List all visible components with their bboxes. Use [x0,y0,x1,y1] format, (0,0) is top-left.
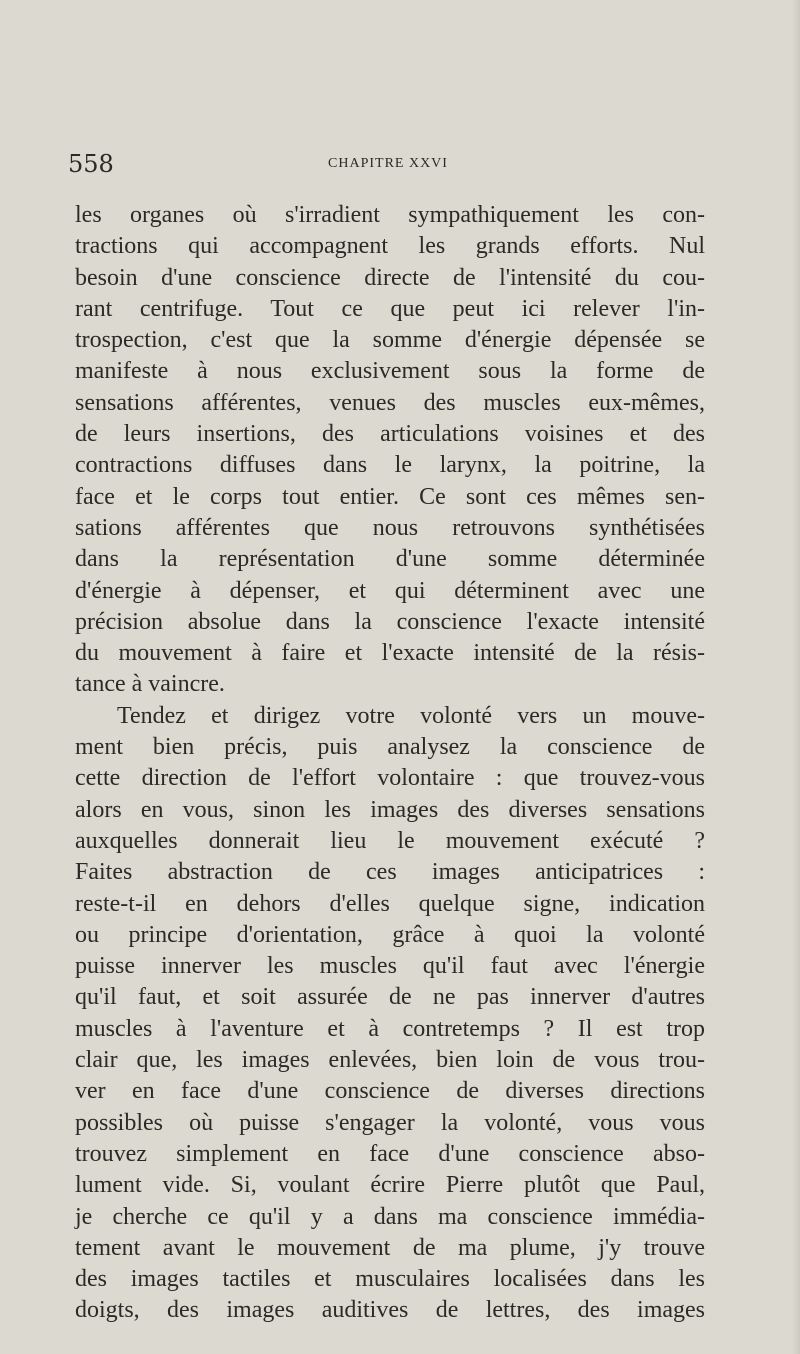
text-line: du mouvement à faire et l'exacte intensité de la résis- [75,640,705,667]
text-line: possibles où puisse s'engager la volonté, vous vous [75,1109,705,1136]
text-line: dans la représentation d'une somme déterminée [75,546,705,573]
text-line: qu'il faut, et soit assurée de ne pas innerver d'autres [75,984,705,1011]
text-line: face et le corps tout entier. Ce sont ces mêmes sen- [75,483,705,510]
text-line: les organes où s'irradient sympathiquement les con- [75,202,705,228]
text-line: clair que, les images enlevées, bien loin de vous trou- [75,1047,705,1074]
text-line: tement avant le mouvement de ma plume, j'y trouve [75,1234,705,1261]
text-line: ver en face d'une conscience de diverses directions [75,1078,705,1105]
text-line: je cherche ce qu'il y a dans ma conscience immédia- [75,1203,705,1230]
text-line: reste-t-il en dehors d'elles quelque signe, indication [75,890,705,917]
text-line: cette direction de l'effort volontaire : que trouvez-vous [75,765,705,792]
text-line: manifeste à nous exclusivement sous la forme de [75,358,705,385]
text-line: Tendez et dirigez votre volonté vers un mouve- [117,702,705,729]
text-line: contractions diffuses dans le larynx, la poitrine, la [75,452,705,479]
text-line: ou principe d'orientation, grâce à quoi la volonté [75,921,705,948]
text-line: lument vide. Si, voulant écrire Pierre plutôt que Paul, [75,1172,705,1199]
text-line: doigts, des images auditives de lettres, des images [75,1297,705,1324]
text-line: Faites abstraction de ces images anticipatrices : [75,859,705,886]
text-line: d'énergie à dépenser, et qui déterminent avec une [75,577,705,604]
text-line: auxquelles donnerait lieu le mouvement exécuté ? [75,827,705,854]
text-line: rant centrifuge. Tout ce que peut ici relever l'in- [75,295,705,322]
body-text [75,200,705,1327]
text-line: ment bien précis, puis analysez la conscience de [75,734,705,761]
running-title: CHAPITRE XXVI [328,156,448,171]
text-line: sations afférentes que nous retrouvons synthétisées [75,514,705,541]
text-line: besoin d'une conscience directe de l'intensité du cou- [75,264,705,291]
text-line: de leurs insertions, des articulations voisines et des [75,421,705,448]
text-line: précision absolue dans la conscience l'exacte intensité [75,608,705,635]
text-line: des images tactiles et musculaires localisées dans les [75,1266,705,1293]
text-line: tractions qui accompagnent les grands efforts. Nul [75,233,705,260]
text-line: alors en vous, sinon les images des diverses sensations [75,796,705,823]
text-line: trouvez simplement en face d'une conscience abso- [75,1140,705,1167]
text-line: tance à vaincre. [75,671,225,698]
page-number: 558 [68,150,114,178]
text-line: muscles à l'aventure et à contretemps ? Il est trop [75,1015,705,1042]
text-line: trospection, c'est que la somme d'énergie dépensée se [75,327,705,354]
text-line: sensations afférentes, venues des muscles eux-mêmes, [75,389,705,416]
text-line: puisse innerver les muscles qu'il faut avec l'énergie [75,953,705,980]
page-header [68,150,708,182]
page-edge-shadow [792,0,800,1354]
